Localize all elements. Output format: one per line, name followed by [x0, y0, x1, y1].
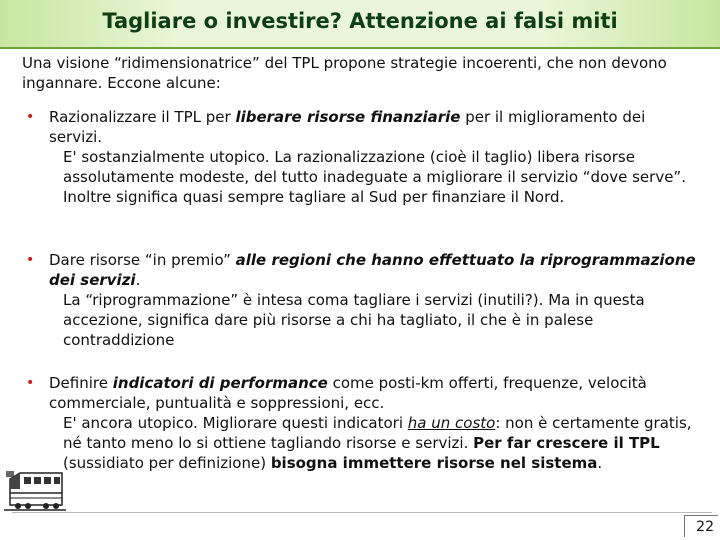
bullet-item: [22, 107, 702, 207]
bullet-heading: Razionalizzare il TPL per liberare risorse finanziarie per il miglioramento dei servizi.: [49, 108, 646, 146]
page-number: 22: [684, 515, 718, 537]
intro-text: Una visione “ridimensionatrice” del TPL propone strategie incoerenti, che non devono ingannare. Eccone alcune:: [22, 54, 667, 92]
bullet-dot-icon: •: [26, 109, 35, 125]
bullet-item: [22, 373, 702, 473]
slide-title: Tagliare o investire? Attenzione ai falsi miti: [102, 9, 618, 33]
bullet-heading: Definire indicatori di performance come posti-km offerti, frequenze, velocità commerciale, puntualità e soppressioni, ecc.: [49, 374, 647, 412]
bullet-body: La “riprogrammazione” è intesa coma tagliare i servizi (inutili?). Ma in questa accezione, significa dare più risorse a chi ha tagliato, il che è in palese contraddizione: [63, 291, 645, 349]
train-icon: [4, 465, 66, 511]
bullet-item: [22, 250, 702, 350]
footer-divider: [12, 512, 712, 513]
bullet-dot-icon: •: [26, 252, 35, 268]
bullet-heading: Dare risorse “in premio” alle regioni che hanno effettuato la riprogrammazione dei servizi.: [49, 251, 696, 289]
bullet-body: E' ancora utopico. Migliorare questi indicatori ha un costo: non è certamente gratis, né tanto meno lo si ottiene tagliando risorse e servizi. Per far crescere il TPL (sussidiato per definizione) bisogna immettere risorse nel sistema.: [63, 414, 692, 472]
bullet-body: E' sostanzialmente utopico. La razionalizzazione (cioè il taglio) libera risorse assolutamente modeste, del tutto inadeguate a migliorare il servizio “dove serve”. Inoltre significa quasi sempre tagliare al Sud per finanziare il Nord.: [63, 148, 686, 206]
bullet-dot-icon: •: [26, 375, 35, 391]
